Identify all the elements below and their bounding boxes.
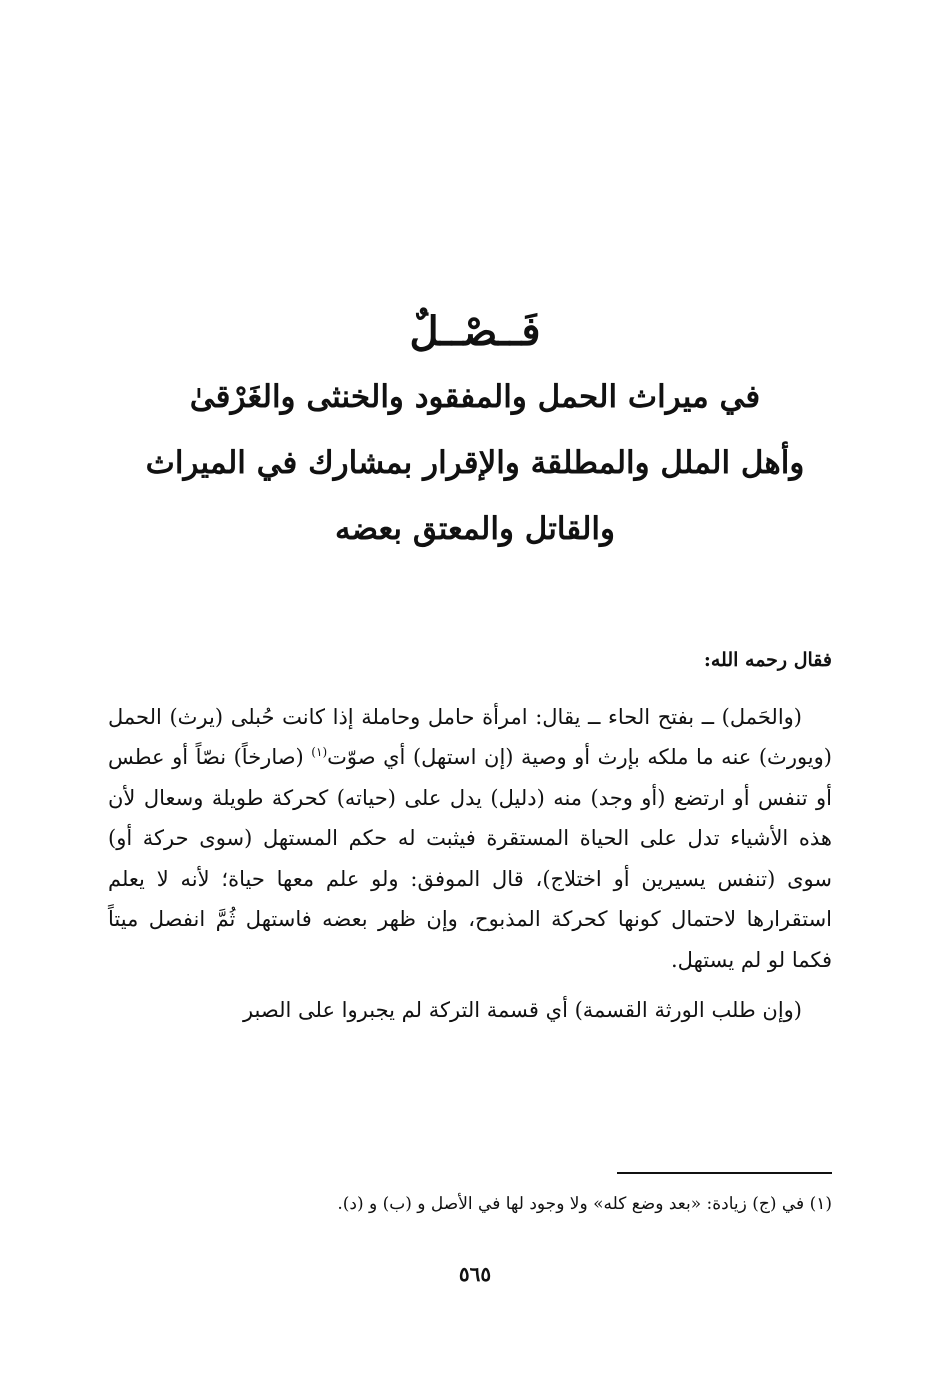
paragraph-2: (وإن طلب الورثة القسمة) أي قسمة التركة لم يجبروا على الصبر	[242, 998, 802, 1022]
footnote-reference: (١)	[311, 745, 328, 759]
heading-line-3: والقاتل والمعتق بعضه	[334, 511, 616, 547]
paragraph-1	[108, 697, 832, 981]
page-number: ٥٦٥	[458, 1262, 492, 1286]
paragraph-1-text: (والحَمل) ــ بفتح الحاء ــ يقال: امرأة حامل وحاملة إذا كانت حُبلى (يرث) الحمل (ويورث) عنه ما ملكه بإرث أو وصية (إن استهل) أي صوّت	[108, 704, 832, 769]
heading-line-2: وأهل الملل والمطلقة والإقرار بمشارك في الميراث	[145, 445, 805, 481]
main-text	[108, 640, 832, 1041]
section-word: فَــصْــلٌ	[409, 308, 541, 355]
intro-line: فقال رحمه الله:	[703, 649, 832, 671]
footnote-divider	[617, 1172, 832, 1174]
footnote: (١) في (ج) زيادة: «بعد وضع كله» ولا وجود لها في الأصل و (ب) و (د).	[337, 1194, 832, 1214]
heading-line-1: في ميراث الحمل والمفقود والخنثى والغَرْقىٰ	[189, 379, 761, 415]
paragraph-1-continued: (صارخاً) نصّاً أو عطس أو تنفس أو ارتضع (أو وجد) منه (دليل) يدل على (حياته) كحركة طويلة وسعال لأن هذه الأشياء تدل على الحياة المستقرة فيثبت له حكم المستهل (سوى حركة أو) سوى (تنفس يسيرين أو اختلاج)، قال الموفق: ولو علم معها حياة؛ لأنه لا يعلم استقرارها لاحتمال كونها كحركة المذبوح، وإن ظهر بعضه فاستهل ثُمَّ انفصل ميتاً فكما لو لم يستهل.	[108, 745, 832, 972]
chapter-heading	[90, 300, 860, 562]
